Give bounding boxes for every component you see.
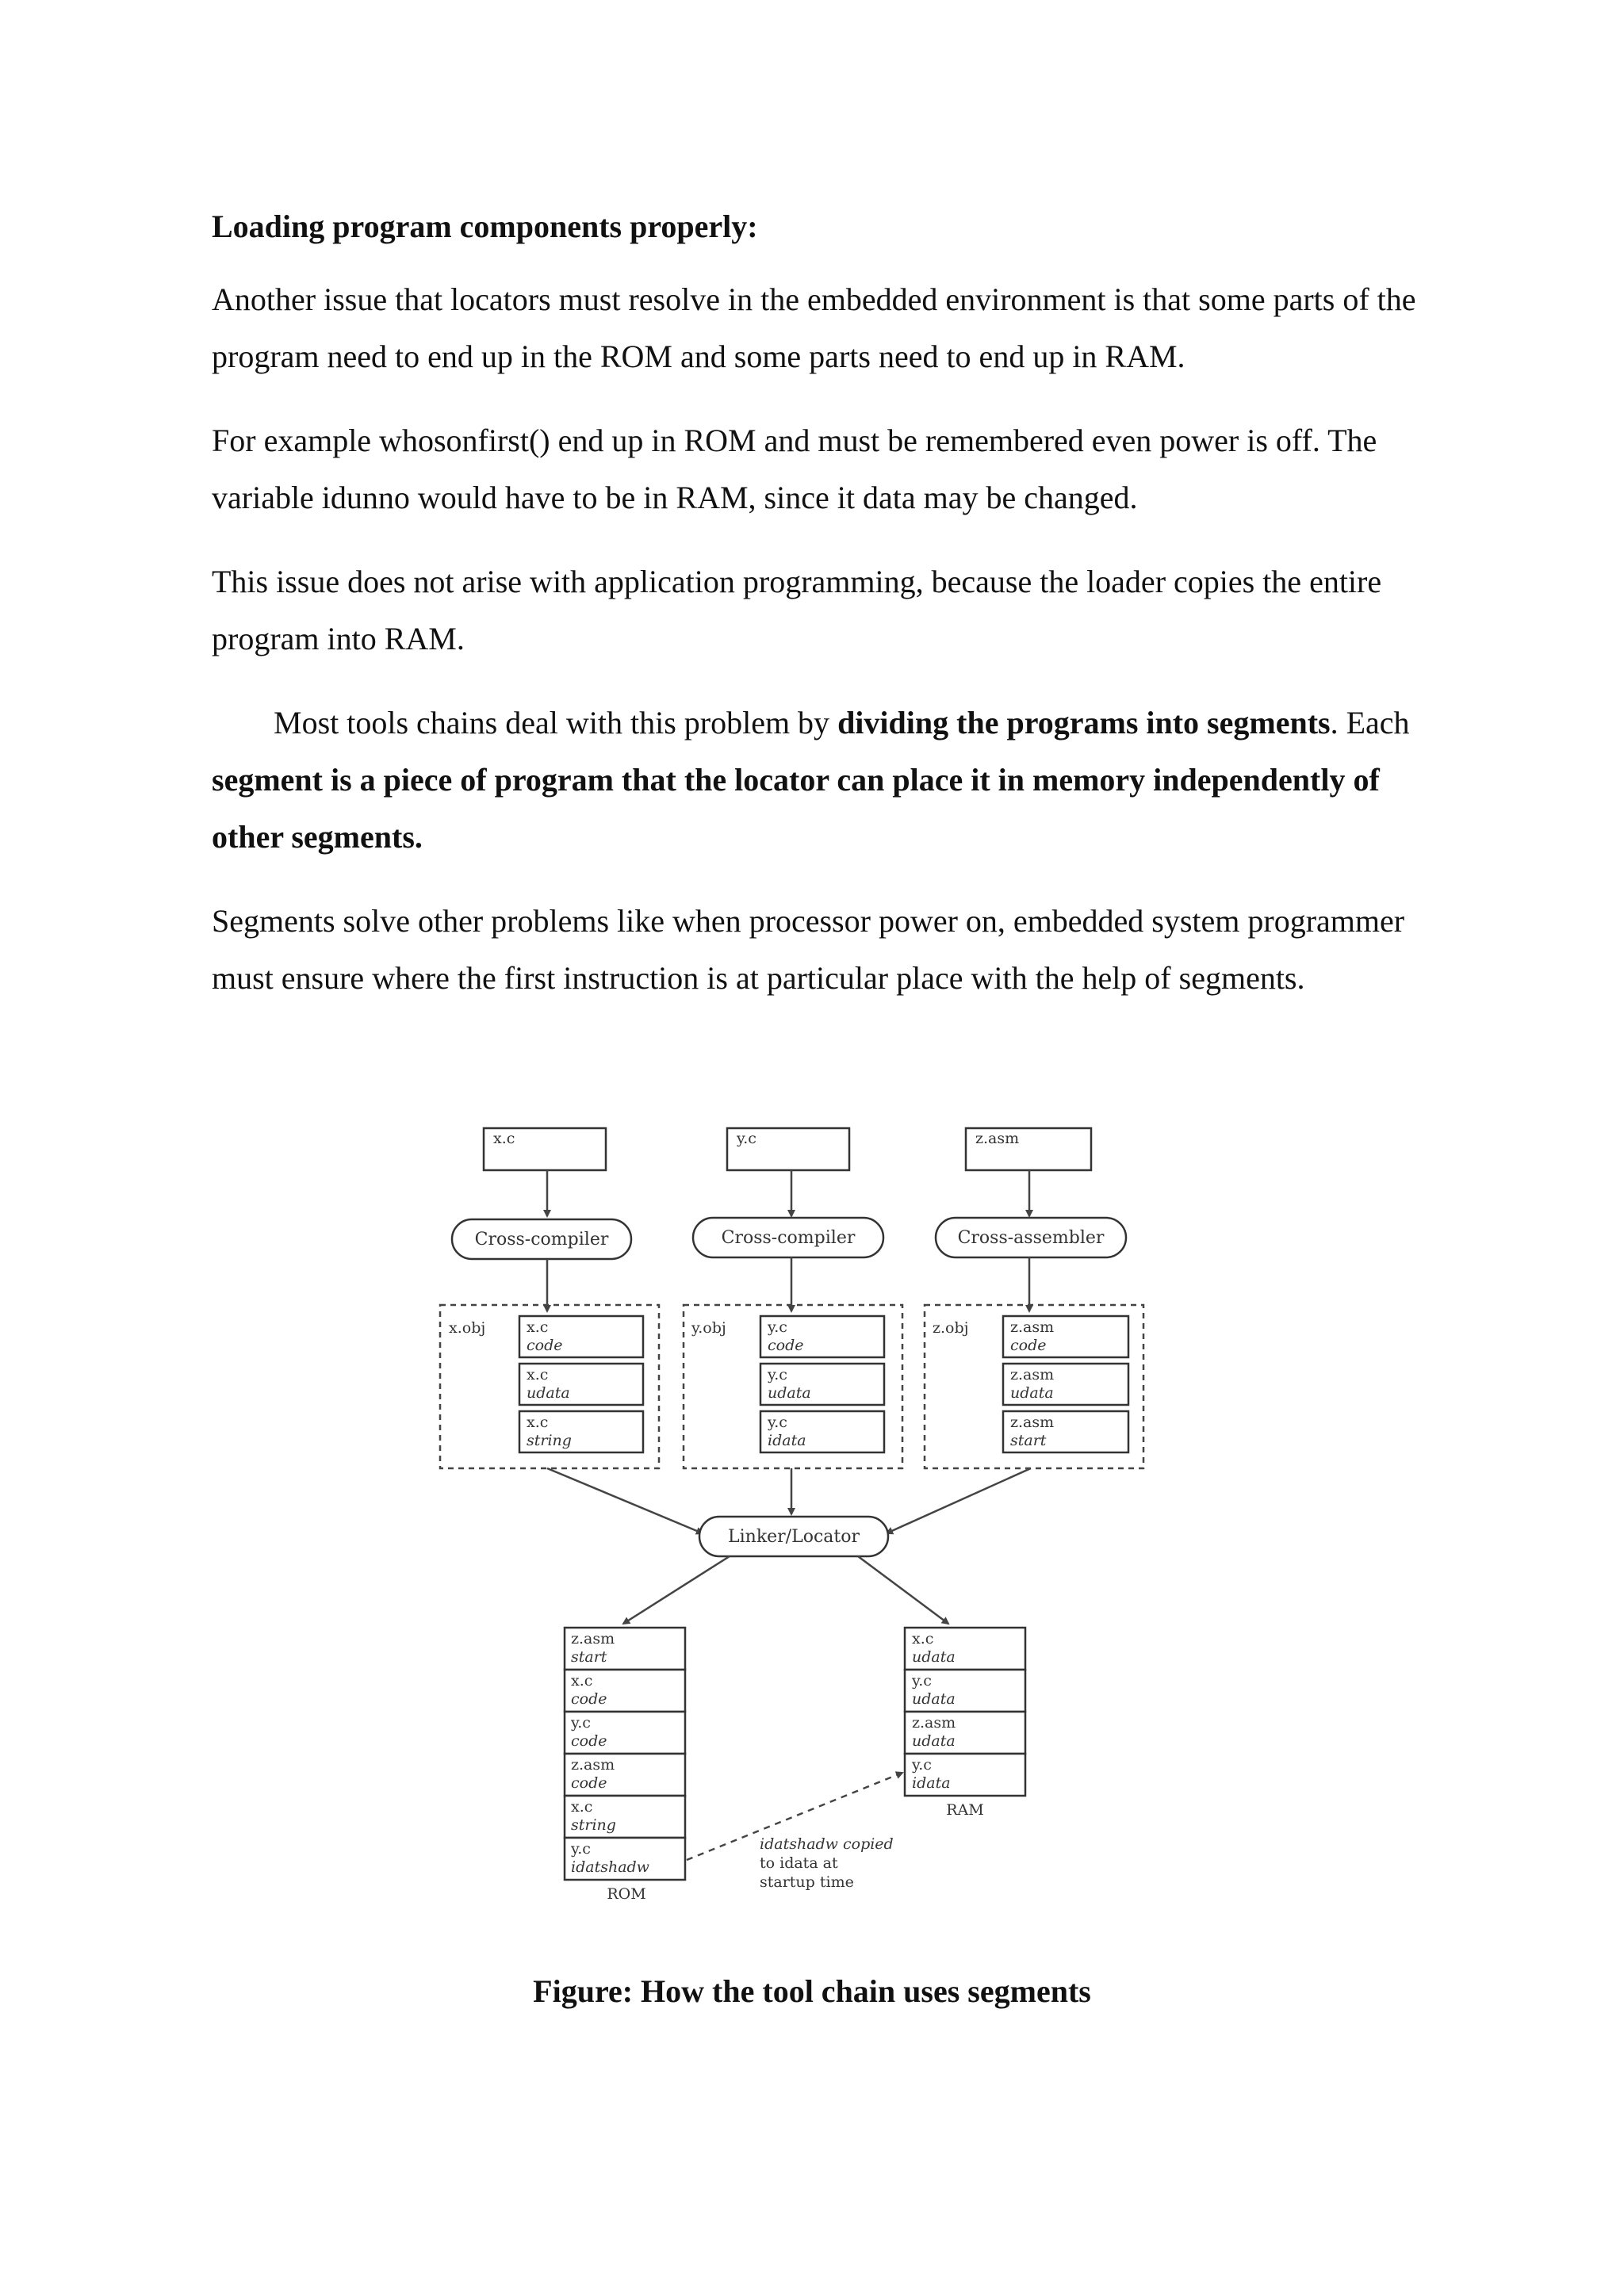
ram-segment-label: x.c <box>912 1630 934 1647</box>
segment-label: z.asm <box>1010 1414 1055 1431</box>
source-file-y-label: y.c <box>737 1130 756 1147</box>
cross-assembler-z-label: Cross-assembler <box>957 1228 1105 1248</box>
copy-note-line-1: idatshadw copied <box>760 1835 894 1853</box>
rom-label: ROM <box>607 1885 646 1903</box>
rom-segment-label: y.c <box>571 1714 591 1732</box>
segment-type: udata <box>527 1384 570 1402</box>
rom-segment-label: z.asm <box>571 1756 615 1774</box>
segment-type: code <box>527 1337 563 1354</box>
segment-label: y.c <box>768 1318 787 1336</box>
segment-type: string <box>527 1432 572 1449</box>
ram-segment-type: udata <box>912 1648 956 1666</box>
linker-locator-label: Linker/Locator <box>728 1527 860 1547</box>
object-file-z <box>925 1305 1143 1468</box>
arrow-xobj-to-linker <box>547 1468 703 1533</box>
rom-segment-type: code <box>571 1774 607 1792</box>
linker-locator <box>699 1517 888 1556</box>
segment-type: code <box>1010 1337 1047 1354</box>
ram-segment-type: idata <box>912 1774 951 1792</box>
cross-compiler-x <box>452 1219 631 1259</box>
rom-segment-type: start <box>571 1648 607 1666</box>
segment-type: start <box>1010 1432 1047 1449</box>
rom-segment-label: x.c <box>571 1798 593 1816</box>
rom-segment-label: x.c <box>571 1672 593 1689</box>
object-file-x-label: x.obj <box>449 1319 486 1337</box>
ram-segment-type: udata <box>912 1690 956 1708</box>
object-file-y-label: y.obj <box>691 1319 726 1337</box>
object-file-x <box>440 1305 659 1468</box>
rom-segment-label: y.c <box>571 1840 591 1858</box>
paragraph-4-bold-b: segment is a piece of program that the locator can place it in memory independently of other segments. <box>212 762 1380 855</box>
arrow-zobj-to-linker <box>887 1468 1031 1533</box>
source-file-y <box>727 1128 849 1170</box>
section-heading: Loading program components properly: <box>212 209 758 244</box>
source-file-x-label: x.c <box>493 1130 515 1147</box>
rom-memory <box>565 1628 685 1903</box>
segment-type: code <box>768 1337 804 1354</box>
paragraph-4-part-a: Most tools chains deal with this problem by <box>274 705 838 740</box>
segment-label: y.c <box>768 1366 787 1383</box>
rom-segment-type: code <box>571 1732 607 1750</box>
rom-segment-type: code <box>571 1690 607 1708</box>
source-file-x <box>484 1128 606 1170</box>
cross-compiler-y-label: Cross-compiler <box>721 1228 856 1248</box>
segment-label: x.c <box>527 1366 549 1383</box>
cross-compiler-y <box>693 1218 883 1257</box>
ram-segment-label: y.c <box>912 1756 932 1774</box>
segment-label: x.c <box>527 1414 549 1431</box>
ram-segment-label: z.asm <box>912 1714 956 1732</box>
arrow-linker-to-ram <box>858 1556 948 1624</box>
copy-note-line-2: to idata at <box>760 1854 838 1872</box>
segment-label: z.asm <box>1010 1366 1055 1383</box>
source-file-z <box>966 1128 1091 1170</box>
copy-note-line-3: startup time <box>760 1873 854 1891</box>
source-file-z-label: z.asm <box>975 1130 1020 1147</box>
segment-label: x.c <box>527 1318 549 1336</box>
paragraph-1-text: Another issue that locators must resolve in the embedded environment is that some parts of the program need to end up in the ROM and some parts need to end up in RAM. <box>212 281 1416 374</box>
segment-type: udata <box>768 1384 811 1402</box>
paragraph-2-text: For example whosonfirst() end up in ROM and must be remembered even power is off. The variable idunno would have to be in RAM, since it data may be changed. <box>212 423 1377 515</box>
arrow-linker-to-rom <box>623 1556 730 1624</box>
copy-note <box>760 1835 894 1891</box>
paragraph-4-bold-a: dividing the programs into segments <box>837 705 1331 740</box>
rom-segment-type: idatshadw <box>571 1858 649 1876</box>
paragraph-3-text: This issue does not arise with application programming, because the loader copies the entire program into RAM. <box>212 564 1382 656</box>
segment-type: udata <box>1010 1384 1054 1402</box>
segment-label: y.c <box>768 1414 787 1431</box>
segment-type: idata <box>768 1432 806 1449</box>
ram-segment-label: y.c <box>912 1672 932 1689</box>
object-file-y <box>684 1305 902 1468</box>
object-file-z-label: z.obj <box>933 1319 969 1337</box>
paragraph-4-part-c: . Each <box>1330 705 1410 740</box>
ram-memory <box>905 1628 1025 1819</box>
rom-segment-label: z.asm <box>571 1630 615 1647</box>
cross-assembler-z <box>936 1218 1126 1257</box>
rom-segment-type: string <box>571 1816 616 1834</box>
ram-segment-type: udata <box>912 1732 956 1750</box>
cross-compiler-x-label: Cross-compiler <box>474 1230 609 1249</box>
segment-label: z.asm <box>1010 1318 1055 1336</box>
ram-label: RAM <box>946 1801 984 1819</box>
figure-caption: Figure: How the tool chain uses segments <box>533 1973 1091 2009</box>
paragraph-5-text: Segments solve other problems like when processor power on, embedded system programmer must ensure where the first instruction is at particular place with the help of segments. <box>212 903 1405 996</box>
